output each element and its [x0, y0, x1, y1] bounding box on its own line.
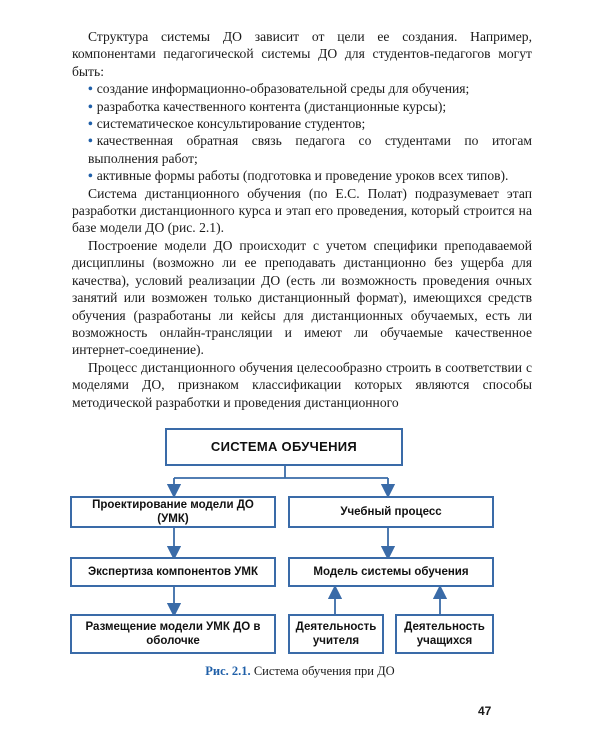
list-item-text: систематическое консультирование студентов; — [96, 116, 366, 132]
caption-label: Рис. 2.1. — [205, 664, 251, 678]
students-activity-box: Деятельность учащихся — [395, 614, 494, 654]
paragraph-2: Система дистанционного обучения (по Е.С. Полат) подразумевает этап разработки дистанционного курса и этап его проведения, который строится на базе модели ДО (рис. 2.1). — [72, 185, 532, 236]
system-title-box: СИСТЕМА ОБУЧЕНИЯ — [165, 428, 403, 466]
figure-caption — [0, 664, 600, 679]
bullet-icon: • — [88, 168, 93, 184]
design-model-box: Проектирование модели ДО (УМК) — [70, 496, 276, 528]
page-number: 47 — [478, 704, 492, 718]
bullet-icon: • — [88, 116, 93, 132]
system-model-box: Модель системы обучения — [288, 557, 494, 587]
caption-text: Система обучения при ДО — [253, 664, 395, 678]
bullet-icon: • — [88, 98, 93, 114]
expertise-box: Экспертиза компонентов УМК — [70, 557, 276, 587]
learning-process-box: Учебный процесс — [288, 496, 494, 528]
list-item-text: разработка качественного контента (дистанционные курсы); — [96, 98, 447, 114]
bullet-icon: • — [88, 81, 93, 97]
list-item-text: создание информационно-образовательной среды для обучения; — [96, 81, 470, 97]
paragraph-4: Процесс дистанционного обучения целесообразно строить в соответствии с моделями ДО, признаком классификации которых являются способы методической разработки и проведения дистанционного — [72, 359, 532, 410]
placement-box: Размещение модели УМК ДО в оболочке — [70, 614, 276, 654]
bullet-icon: • — [88, 133, 93, 149]
paragraph-3: Построение модели ДО происходит с учетом специфики преподаваемой дисциплины (возможно ли ее преподавать дистанционно без ущерба для качества), условий реализации ДО (есть ли возможность проведения очных занятий или возможен только дистанционный формат), имеющихся средств обучения (разработаны ли кейсы для дистанционных обучаемых, есть ли возможность онлайн-трансляции и имеют ли обучаемые качественное интернет-соединение). — [72, 237, 532, 358]
paragraph-1: Структура системы ДО зависит от цели ее создания. Например, компонентами педагогической системы ДО для студентов-педагогов могут быть: — [72, 29, 532, 79]
teacher-activity-box: Деятельность учителя — [288, 614, 384, 654]
list-item-text: качественная обратная связь педагога со студентами по итогам выполнения работ; — [88, 133, 532, 166]
list-item-text: активные формы работы (подготовка и проведение уроков всех типов). — [96, 168, 509, 184]
